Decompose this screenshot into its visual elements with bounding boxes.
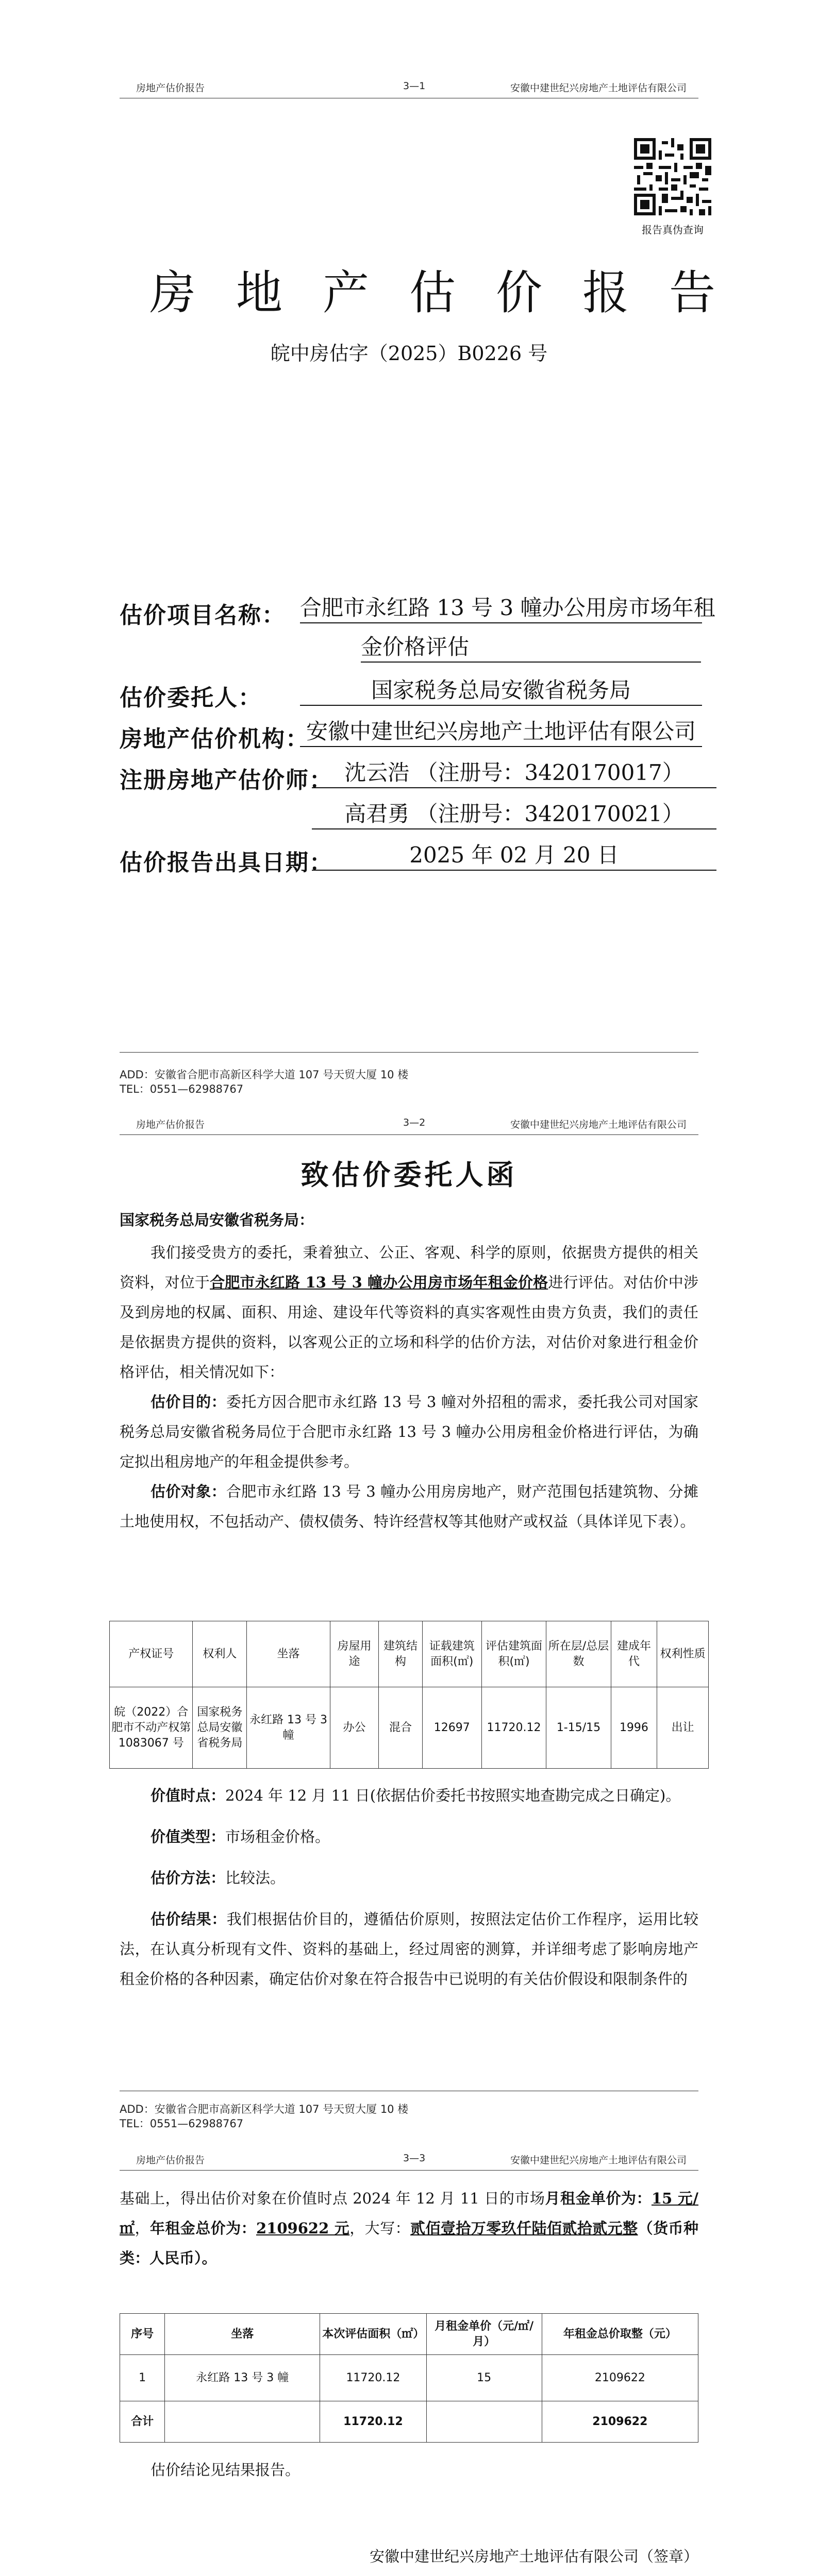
table-cell: 永红路 13 号 3 幢 bbox=[165, 2355, 320, 2401]
cover-value-agency: 安徽中建世纪兴房地产土地评估有限公司 bbox=[300, 717, 702, 747]
table-header-row bbox=[120, 2314, 698, 2355]
page-header-left: 房地产估价报告 bbox=[136, 82, 205, 94]
cover-label-project: 估价项目名称： bbox=[120, 602, 286, 629]
table-cell: 11720.12 bbox=[320, 2355, 426, 2401]
table-header-cell: 坐落 bbox=[247, 1621, 330, 1687]
table-header-cell: 年租金总价取整（元） bbox=[542, 2314, 698, 2355]
letter-result-continued: 基础上，得出估价对象在价值时点 2024 年 12 月 11 日的市场月租金单价为：15 元/㎡，年租金总价为：2109622 元，大写：贰佰壹拾万零玖仟陆佰贰拾贰元整（货币种类：人民币）。 bbox=[120, 2190, 698, 2267]
table-cell: 国家税务总局安徽省税务局 bbox=[193, 1687, 247, 1769]
table-cell: 合计 bbox=[120, 2401, 165, 2443]
cover-value-project-2: 金价格评估 bbox=[361, 633, 701, 663]
signature-company: 安徽中建世纪兴房地产土地评估有限公司（签章） bbox=[369, 2548, 698, 2565]
table-total-row bbox=[120, 2401, 698, 2443]
table-cell: 永红路 13 号 3 幢 bbox=[247, 1687, 330, 1769]
table-header-cell: 所在层/总层数 bbox=[546, 1621, 611, 1687]
cover-value-client: 国家税务总局安徽省税务局 bbox=[300, 676, 702, 706]
table-header-cell: 建筑结构 bbox=[379, 1621, 422, 1687]
cover-value-date: 2025 年 02 月 20 日 bbox=[312, 841, 716, 871]
cover-value-appraiser-1: 沈云浩 （注册号：3420170017） bbox=[312, 758, 716, 788]
letter-closing: 估价结论见结果报告。 bbox=[151, 2461, 301, 2479]
letter-method: 估价方法：比较法。 bbox=[151, 1869, 286, 1887]
letter-value-date: 价值时点：2024 年 12 月 11 日(依据估价委托书按照实地查勘完成之日确定)。 bbox=[151, 1787, 681, 1804]
footer-rule bbox=[120, 1052, 698, 1053]
page-header-left: 房地产估价报告 bbox=[136, 2155, 205, 2166]
table-header-cell: 坐落 bbox=[165, 2314, 320, 2355]
table-row bbox=[120, 2355, 698, 2401]
table-cell bbox=[165, 2401, 320, 2443]
table-cell: 1996 bbox=[611, 1687, 657, 1769]
footer-tel: TEL：0551—62988767 bbox=[120, 1083, 244, 1095]
letter-purpose: 估价目的：委托方因合肥市永红路 13 号 3 幢对外招租的需求，委托我公司对国家税务总局安徽省税务局位于合肥市永红路 13 号 3 幢办公用房租金价格进行评估，为确定拟出租房地产的年租金提供参考。 bbox=[120, 1393, 698, 1470]
letter-result: 估价结果：我们根据估价目的，遵循估价原则，按照法定估价工作程序，运用比较法，在认真分析现有文件、资料的基础上，经过周密的测算，并详细考虑了影响房地产租金价格的各种因素，确定估价对象在符合报告中已说明的有关估价假设和限制条件的 bbox=[120, 1910, 698, 1988]
letter-value-type: 价值类型：市场租金价格。 bbox=[151, 1828, 330, 1845]
cover-label-agency: 房地产估价机构： bbox=[120, 726, 309, 752]
table-header-cell: 证载建筑面积(㎡) bbox=[422, 1621, 481, 1687]
header-rule bbox=[120, 2170, 698, 2171]
table-header-cell: 权利人 bbox=[193, 1621, 247, 1687]
table-cell: 皖（2022）合肥市不动产权第1083067 号 bbox=[110, 1687, 193, 1769]
table-cell bbox=[426, 2401, 542, 2443]
table-cell: 2109622 bbox=[542, 2401, 698, 2443]
table-header-cell: 序号 bbox=[120, 2314, 165, 2355]
table-cell: 办公 bbox=[330, 1687, 379, 1769]
cover-label-appraiser: 注册房地产估价师： bbox=[120, 767, 333, 793]
page-header-page-number: 3—2 bbox=[403, 1117, 426, 1128]
rent-table bbox=[120, 2313, 698, 2443]
table-header-cell: 房屋用途 bbox=[330, 1621, 379, 1687]
table-header-cell: 建成年代 bbox=[611, 1621, 657, 1687]
table-header-cell: 评估建筑面积(㎡) bbox=[481, 1621, 546, 1687]
cover-label-date: 估价报告出具日期： bbox=[120, 850, 333, 876]
table-row bbox=[110, 1687, 709, 1769]
cover-title: 房地产估价报告 bbox=[149, 266, 756, 320]
page-header-right: 安徽中建世纪兴房地产土地评估有限公司 bbox=[510, 1119, 687, 1130]
table-header-cell: 权利性质 bbox=[657, 1621, 709, 1687]
cover-value-appraiser-2: 高君勇 （注册号：3420170021） bbox=[312, 800, 716, 829]
letter-addressee: 国家税务总局安徽省税务局： bbox=[120, 1211, 314, 1229]
table-cell: 1 bbox=[120, 2355, 165, 2401]
table-cell: 混合 bbox=[379, 1687, 422, 1769]
table-header-cell: 月租金单价（元/㎡/月） bbox=[426, 2314, 542, 2355]
table-cell: 1-15/15 bbox=[546, 1687, 611, 1769]
page-header-right: 安徽中建世纪兴房地产土地评估有限公司 bbox=[510, 82, 687, 94]
table-cell: 11720.12 bbox=[320, 2401, 426, 2443]
cover-label-client: 估价委托人： bbox=[120, 685, 262, 711]
cover-doc-number: 皖中房估字（2025）B0226 号 bbox=[270, 342, 548, 365]
property-table bbox=[109, 1621, 709, 1769]
footer-address: ADD：安徽省合肥市高新区科学大道 107 号天贸大厦 10 楼 bbox=[120, 2103, 409, 2115]
footer-tel: TEL：0551—62988767 bbox=[120, 2117, 244, 2130]
footer-address: ADD：安徽省合肥市高新区科学大道 107 号天贸大厦 10 楼 bbox=[120, 1069, 409, 1081]
page-header-page-number: 3—3 bbox=[403, 2153, 426, 2164]
letter-object: 估价对象：合肥市永红路 13 号 3 幢办公用房房地产，财产范围包括建筑物、分摊土地使用权，不包括动产、债权债务、特许经营权等其他财产或权益（具体详见下表）。 bbox=[120, 1483, 698, 1530]
table-cell: 12697 bbox=[422, 1687, 481, 1769]
table-cell: 11720.12 bbox=[481, 1687, 546, 1769]
qr-caption: 报告真伪查询 bbox=[642, 224, 704, 236]
page-header-page-number: 3—1 bbox=[403, 80, 426, 92]
header-rule bbox=[120, 1134, 698, 1135]
letter-intro: 我们接受贵方的委托，秉着独立、公正、客观、科学的原则，依据贵方提供的相关资料，对位于合肥市永红路 13 号 3 幢办公用房市场年租金价格进行评估。对估价中涉及到房地的权属、面积、用途、建设年代等资料的真实客观性由贵方负责，我们的责任是依据贵方提供的资料，以客观公正的立场和科学的估价方法，对估价对象进行租金价格评估，相关情况如下： bbox=[120, 1244, 698, 1381]
page-header-left: 房地产估价报告 bbox=[136, 1119, 205, 1130]
page-header-right: 安徽中建世纪兴房地产土地评估有限公司 bbox=[510, 2155, 687, 2166]
table-header-cell: 本次评估面积（㎡） bbox=[320, 2314, 426, 2355]
qr-code[interactable] bbox=[634, 138, 711, 215]
letter-title: 致估价委托人函 bbox=[301, 1158, 517, 1191]
table-cell: 15 bbox=[426, 2355, 542, 2401]
table-cell: 出让 bbox=[657, 1687, 709, 1769]
table-header-cell: 产权证号 bbox=[110, 1621, 193, 1687]
cover-value-project: 合肥市永红路 13 号 3 幢办公用房市场年租 bbox=[300, 594, 702, 623]
table-header-row bbox=[110, 1621, 709, 1687]
table-cell: 2109622 bbox=[542, 2355, 698, 2401]
